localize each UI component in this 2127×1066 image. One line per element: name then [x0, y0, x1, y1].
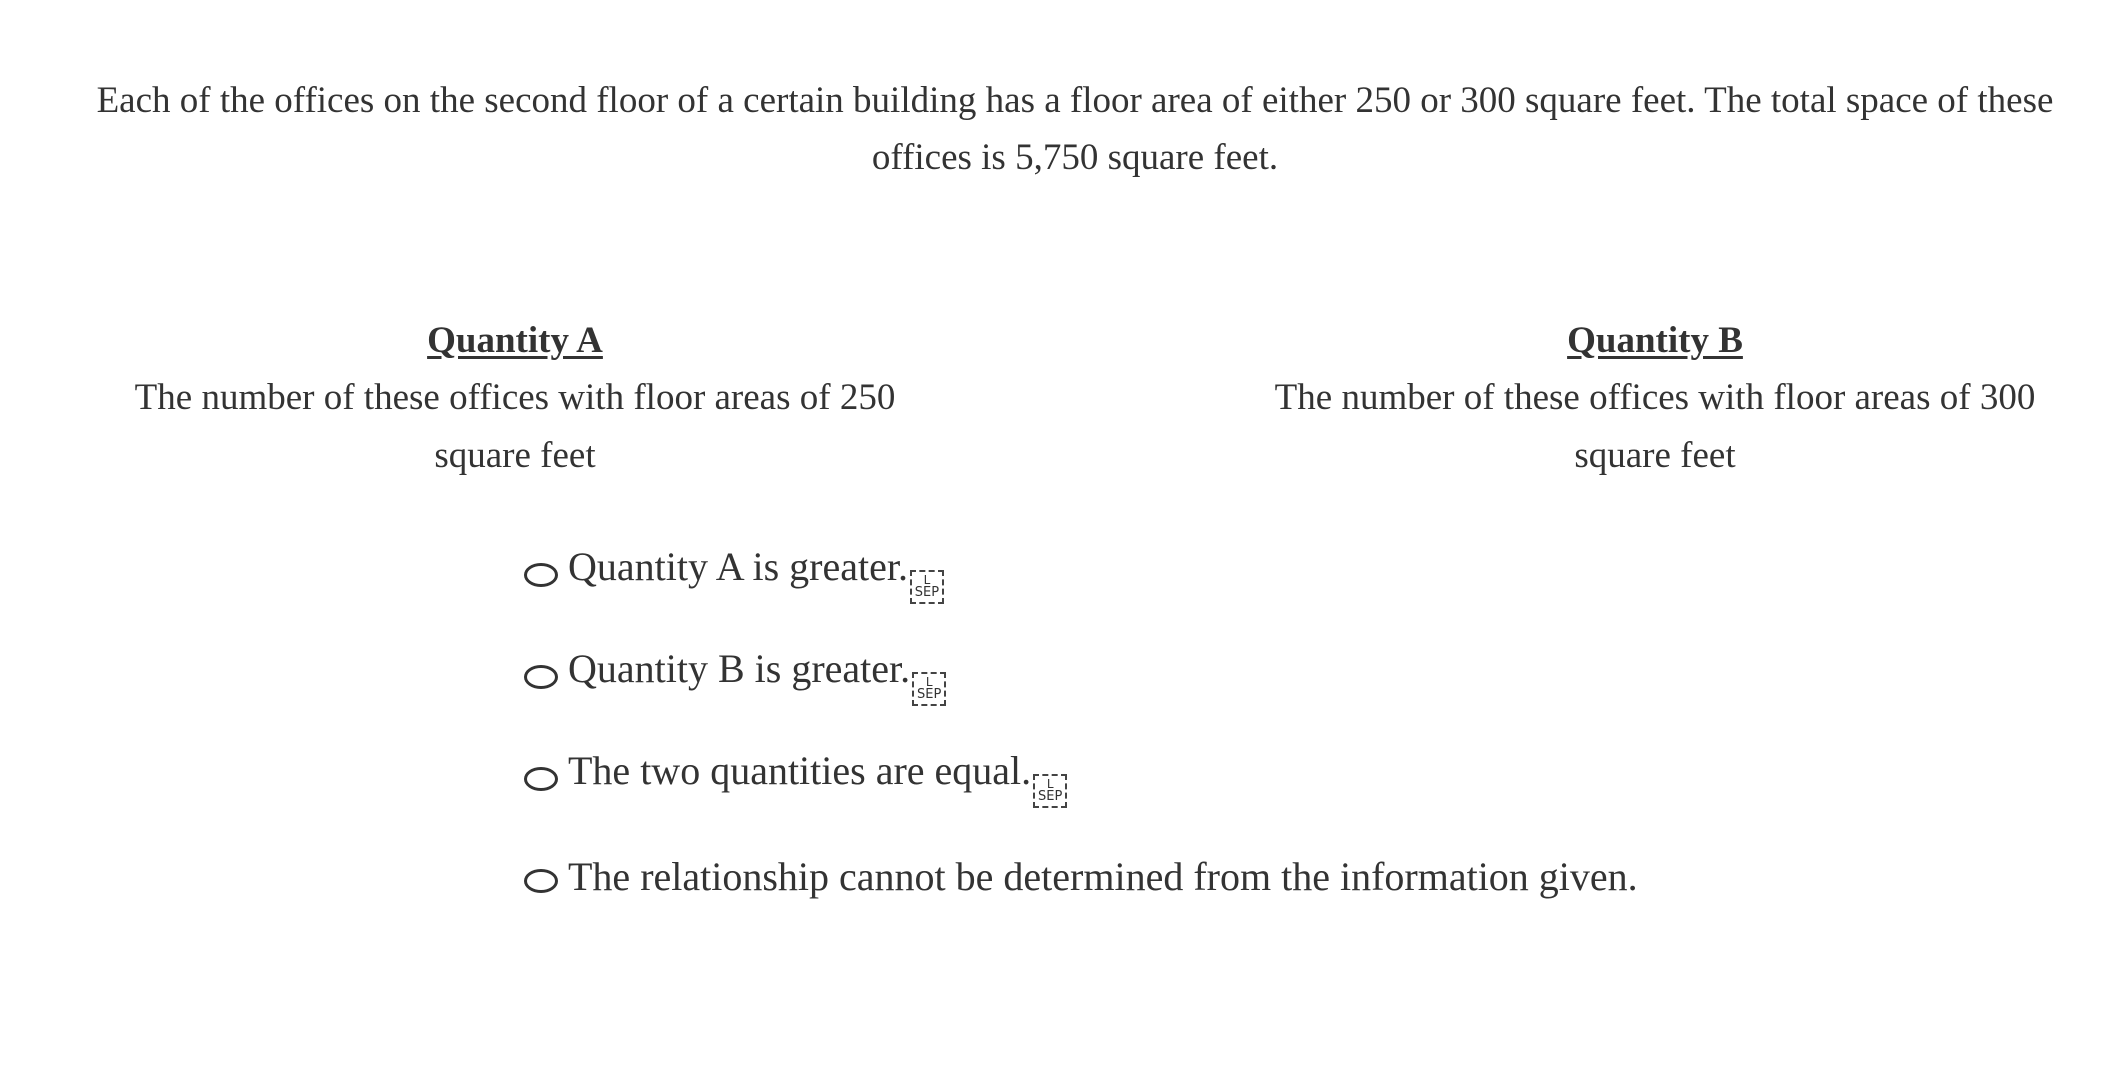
- choice-cannot-be-determined[interactable]: [524, 848, 1638, 906]
- question-stem: Each of the offices on the second floor of a certain building has a floor area of either 250 or 300 square feet. The total space of these offices is 5,750 square feet.: [96, 80, 2054, 178]
- quantity-a-label: Quantity A: [427, 320, 603, 361]
- sep-glyph-icon: L SEP: [912, 672, 946, 706]
- radio-button[interactable]: [524, 767, 558, 791]
- quantity-a-column: [100, 312, 930, 485]
- radio-button[interactable]: [524, 665, 558, 689]
- sep-glyph-icon: L SEP: [910, 570, 944, 604]
- quantity-a-text: The number of these offices with floor areas of 250 square feet: [134, 377, 896, 476]
- choice-quantities-equal[interactable]: [524, 746, 1638, 804]
- quantity-b-text: The number of these offices with floor areas of 300 square feet: [1274, 377, 2036, 476]
- quantity-b-column: [1240, 312, 2070, 485]
- radio-button[interactable]: [524, 869, 558, 893]
- sep-glyph-icon: L SEP: [1033, 774, 1067, 808]
- radio-button[interactable]: [524, 563, 558, 587]
- choice-label: Quantity B is greater. L SEP: [568, 640, 946, 706]
- choice-quantity-b-greater[interactable]: [524, 644, 1638, 702]
- answer-choices: [524, 542, 1638, 950]
- quantity-b-label: Quantity B: [1567, 320, 1743, 361]
- choice-label: Quantity A is greater. L SEP: [568, 538, 944, 604]
- choice-label: The relationship cannot be determined from the information given.: [568, 854, 1638, 899]
- choice-label: The two quantities are equal. L SEP: [568, 742, 1067, 808]
- choice-quantity-a-greater[interactable]: [524, 542, 1638, 600]
